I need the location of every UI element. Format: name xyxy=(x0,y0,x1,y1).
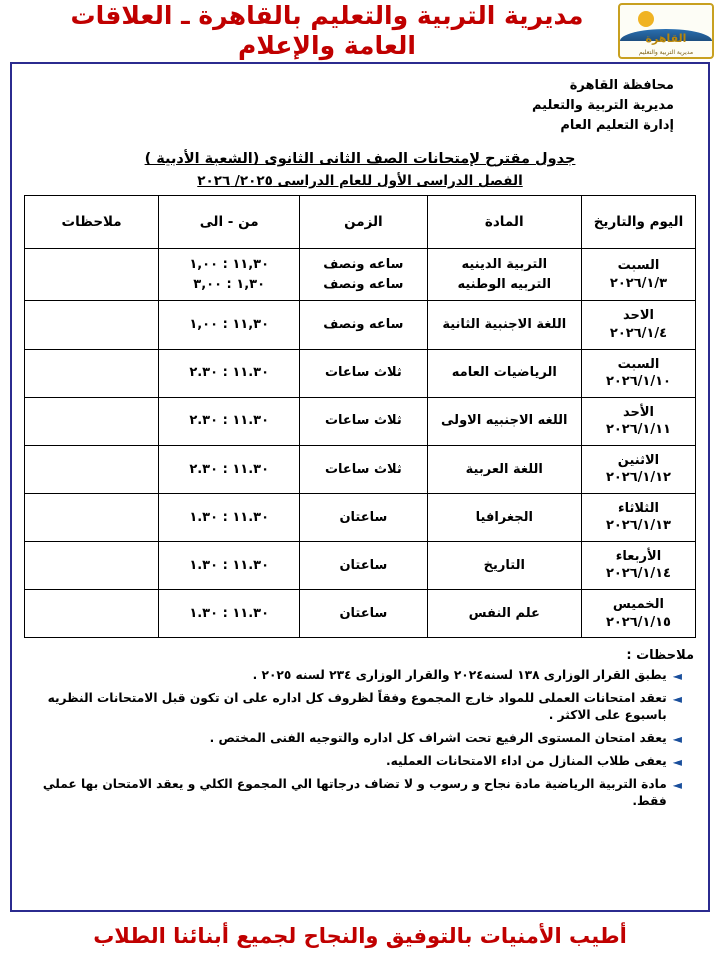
cell-date: الخميس ٢٠٢٦/١/١٥ xyxy=(581,589,695,637)
cell-note xyxy=(25,249,159,301)
cell-subject: التاريخ xyxy=(427,541,581,589)
cell-duration: ساعتان xyxy=(300,541,427,589)
cell-time: ١١.٣٠ : ٢.٣٠ xyxy=(159,397,300,445)
cell-date: الاحد ٢٠٢٦/١/٤ xyxy=(581,301,695,349)
cell-note xyxy=(25,589,159,637)
cell-duration: ثلاث ساعات xyxy=(300,397,427,445)
arrow-bullet-icon: ◄ xyxy=(672,669,682,684)
col-header-notes: ملاحظات xyxy=(25,196,159,249)
cell-note xyxy=(25,445,159,493)
cell-date: الأربعاء ٢٠٢٦/١/١٤ xyxy=(581,541,695,589)
table-row xyxy=(25,445,696,493)
cell-time: ١١.٣٠ : ٢.٣٠ xyxy=(159,445,300,493)
ministry-line-3: إدارة التعليم العام xyxy=(560,118,674,134)
ministry-block xyxy=(24,76,674,136)
cell-subject: اللغة الاجنبية الثانية xyxy=(427,301,581,349)
ministry-line-1: محافظة القاهرة xyxy=(569,78,674,93)
arrow-bullet-icon: ◄ xyxy=(672,691,682,706)
cell-subject: الجغرافيا xyxy=(427,493,581,541)
footer-message: أطيب الأمنيات بالتوفيق والنجاح لجميع أبنائنا الطلاب xyxy=(93,924,627,948)
col-header-duration: الزمن xyxy=(300,196,427,249)
cairo-directorate-logo xyxy=(618,3,714,59)
table-row xyxy=(25,541,696,589)
table-row xyxy=(25,397,696,445)
col-header-date: اليوم والتاريخ xyxy=(581,196,695,249)
logo-subtext: مديرية التربية والتعليم xyxy=(638,49,694,56)
cell-date: السبت ٢٠٢٦/١/١٠ xyxy=(581,349,695,397)
note-text: يعقد امتحان المستوى الرفيع تحت اشراف كل اداره والتوجيه الفنى المختص . xyxy=(209,731,667,746)
note-item xyxy=(24,667,696,685)
table-row xyxy=(25,249,696,301)
ministry-line-2: مديرية التربية والتعليم xyxy=(531,98,674,114)
cell-subject: التربية الدينيه التربيه الوطنيه xyxy=(427,249,581,301)
cell-date xyxy=(581,249,695,301)
cell-duration: ساعتان xyxy=(300,493,427,541)
logo-text: القاهرة xyxy=(645,32,687,45)
cell-note xyxy=(25,397,159,445)
cell-subject: علم النفس xyxy=(427,589,581,637)
document-header xyxy=(0,0,720,62)
arrow-bullet-icon: ◄ xyxy=(672,754,682,769)
cell-date: الأحد ٢٠٢٦/١/١١ xyxy=(581,397,695,445)
note-item xyxy=(24,753,696,771)
arrow-bullet-icon: ◄ xyxy=(672,732,682,747)
cell-time: ١١.٣٠ : ١.٣٠ xyxy=(159,589,300,637)
cell-date: الاثنين ٢٠٢٦/١/١٢ xyxy=(581,445,695,493)
arrow-bullet-icon: ◄ xyxy=(672,777,682,792)
cell-time: ١١.٣٠ : ٢.٣٠ xyxy=(159,349,300,397)
exam-schedule-table xyxy=(24,195,696,638)
note-item xyxy=(24,730,696,748)
table-header-row xyxy=(25,196,696,249)
note-text: تعقد امتحانات العملى للمواد خارج المجموع وفقاً لظروف كل اداره على ان تكون قبل الامتحانات النظريه باسبوع على الاكثر . xyxy=(47,690,667,723)
cell-time: ١١.٣٠ : ١.٣٠ xyxy=(159,541,300,589)
cell-duration: ثلاث ساعات xyxy=(300,349,427,397)
cell-subject: الرياضيات العامه xyxy=(427,349,581,397)
date-label: ٢٠٢٦/١/٣ xyxy=(609,275,668,291)
note-item xyxy=(24,690,696,725)
col-header-subject: المادة xyxy=(427,196,581,249)
cell-note xyxy=(25,493,159,541)
schedule-title: جدول مقترح لإمتحانات الصف الثانى الثانوى (الشعبة الأدبية ) xyxy=(144,151,576,168)
cell-subject: اللغه الاجنبيه الاولى xyxy=(427,397,581,445)
cell-duration: ثلاث ساعات xyxy=(300,445,427,493)
note-text: مادة التربية الرياضية مادة نجاح و رسوب و لا تضاف درجاتها الي المجموع الكلي و يعقد الامتحان بها عملي فقط. xyxy=(42,776,667,809)
notes-title: ملاحظات : xyxy=(626,648,694,664)
note-item xyxy=(24,776,696,811)
notes-section xyxy=(24,648,696,811)
table-row xyxy=(25,493,696,541)
table-row xyxy=(25,349,696,397)
schedule-title-block xyxy=(24,148,696,189)
cell-note xyxy=(25,541,159,589)
page-title: مديرية التربية والتعليم بالقاهرة ـ العلاقات العامة والإعلام xyxy=(70,1,584,60)
cell-time: ١١.٣٠ : ١.٣٠ xyxy=(159,493,300,541)
cell-note xyxy=(25,349,159,397)
cell-duration: ساعتان xyxy=(300,589,427,637)
cell-duration: ساعه ونصف xyxy=(300,301,427,349)
cell-time: ١١,٣٠ : ١,٠٠ ١,٣٠ : ٣,٠٠ xyxy=(159,249,300,301)
schedule-subtitle: الفصل الدراسى الأول للعام الدراسى ٢٠٢٥/ ٢٠٢٦ xyxy=(197,173,523,190)
document-footer xyxy=(0,912,720,960)
note-text: يطبق القرار الوزارى ١٣٨ لسنه٢٠٢٤ والقرار الوزارى ٢٣٤ لسنه ٢٠٢٥ . xyxy=(252,668,667,683)
cell-note xyxy=(25,301,159,349)
table-row xyxy=(25,589,696,637)
cell-subject: اللغة العربية xyxy=(427,445,581,493)
cell-time: ١١,٣٠ : ١,٠٠ xyxy=(159,301,300,349)
note-text: يعفى طلاب المنازل من اداء الامتحانات العمليه. xyxy=(386,753,667,768)
col-header-time: من - الى xyxy=(159,196,300,249)
table-row xyxy=(25,301,696,349)
document-frame xyxy=(10,62,710,912)
cell-duration: ساعه ونصف ساعه ونصف xyxy=(300,249,427,301)
cell-date: الثلاثاء ٢٠٢٦/١/١٣ xyxy=(581,493,695,541)
sun-icon xyxy=(638,11,654,27)
day-label: السبت xyxy=(617,258,660,274)
